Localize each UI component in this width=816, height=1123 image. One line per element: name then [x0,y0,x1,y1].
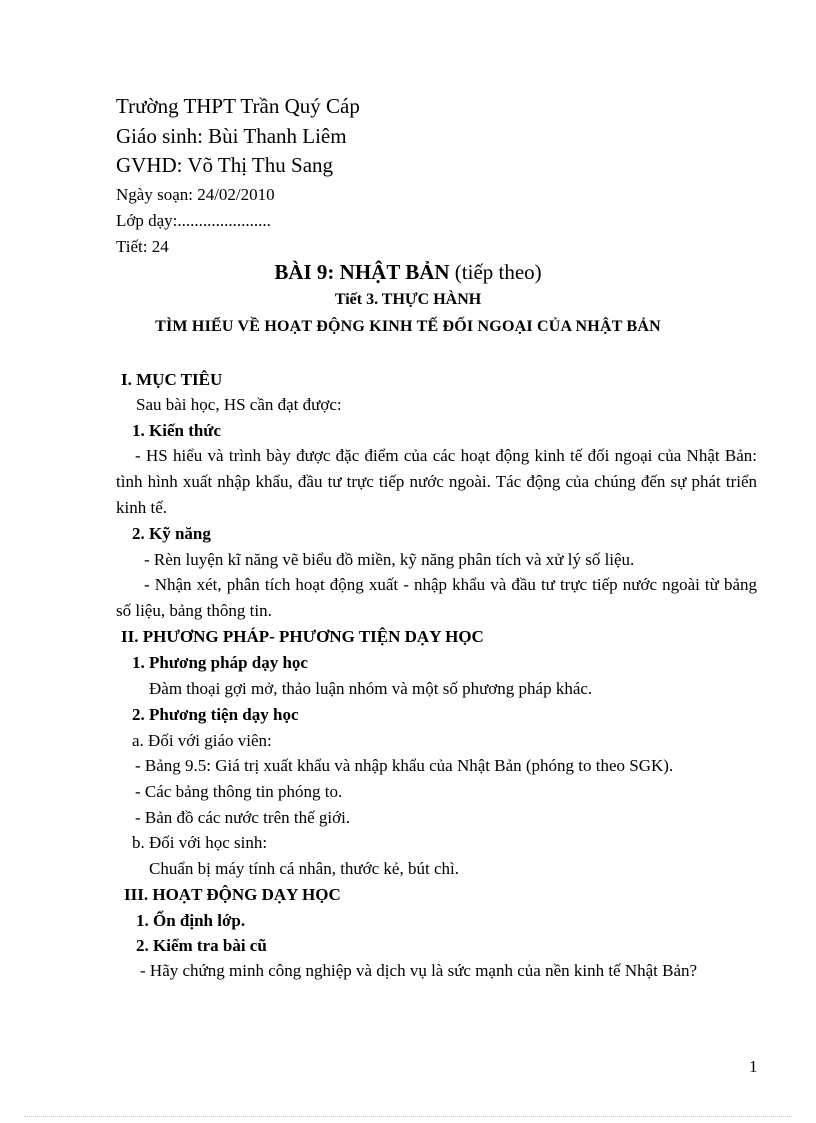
teacher-item-1: - Bảng 9.5: Giá trị xuất khẩu và nhập khẩu của Nhật Bản (phóng to theo SGK). [135,756,674,775]
teacher-item-3: - Bản đồ các nước trên thế giới. [135,808,351,827]
class-field: Lớp dạy:...................... [116,211,271,230]
skill-item-2: - Nhận xét, phân tích hoạt động xuất - nhập khẩu và đầu tư trực tiếp nước ngoài từ bảng số liệu, bảng thông tin. [116,575,757,620]
supervisor: GVHD: Võ Thị Thu Sang [116,153,334,177]
section-1-intro: Sau bài học, HS cần đạt được: [136,395,342,414]
skill-item-1: - Rèn luyện kĩ năng vẽ biểu đồ miền, kỹ năng phân tích và xử lý số liệu. [144,550,635,569]
old-lesson-check: 2. Kiểm tra bài cũ [136,936,267,955]
teacher-label: a. Đối với giáo viên: [132,731,272,750]
knowledge-text: - HS hiểu và trình bày được đặc điểm của các hoạt động kinh tế đối ngoại của Nhật Bản: tình hình xuất nhập khẩu, đầu tư trực tiếp nước ngoài. Tác động của chúng đến sự phát triển kinh tế. [116,446,757,517]
student-teacher: Giáo sinh: Bùi Thanh Liêm [116,124,347,148]
lesson-subtitle: Tiết 3. THỰC HÀNH [334,291,482,308]
teacher-item-2: - Các bảng thông tin phóng to. [135,782,343,801]
lesson-title-suffix: (tiếp theo) [449,260,542,284]
section-3-heading: III. HOẠT ĐỘNG DẠY HỌC [124,885,341,904]
preparation-date: Ngày soạn: 24/02/2010 [116,185,275,204]
page-bottom-rule [24,1116,792,1117]
period: Tiết: 24 [116,237,169,256]
school-name: Trường THPT Trần Quý Cáp [116,94,360,118]
student-label: b. Đối với học sinh: [132,833,268,852]
section-1-heading: I. MỤC TIÊU [121,370,223,389]
methods-heading: 1. Phương pháp dạy học [132,653,308,672]
methods-text: Đàm thoại gợi mở, thảo luận nhóm và một số phương pháp khác. [149,679,593,698]
class-stabilization: 1. Ổn định lớp. [136,911,246,930]
review-question: - Hãy chứng minh công nghiệp và dịch vụ là sức mạnh của nền kinh tế Nhật Bản? [140,961,698,980]
page-number: 1 [749,1057,758,1076]
means-heading: 2. Phương tiện dạy học [132,705,299,724]
lesson-title [0,262,816,283]
student-text: Chuẩn bị máy tính cá nhân, thước kẻ, bút chì. [149,859,459,878]
knowledge-heading: 1. Kiến thức [132,421,222,440]
lesson-title-main: BÀI 9: NHẬT BẢN [274,260,450,284]
section-2-heading: II. PHƯƠNG PHÁP- PHƯƠNG TIỆN DẠY HỌC [121,627,484,646]
lesson-topic: TÌM HIỂU VỀ HOẠT ĐỘNG KINH TẾ ĐỐI NGOẠI CỦA NHẬT BẢN [155,318,661,335]
skills-heading: 2. Kỹ năng [132,524,211,543]
